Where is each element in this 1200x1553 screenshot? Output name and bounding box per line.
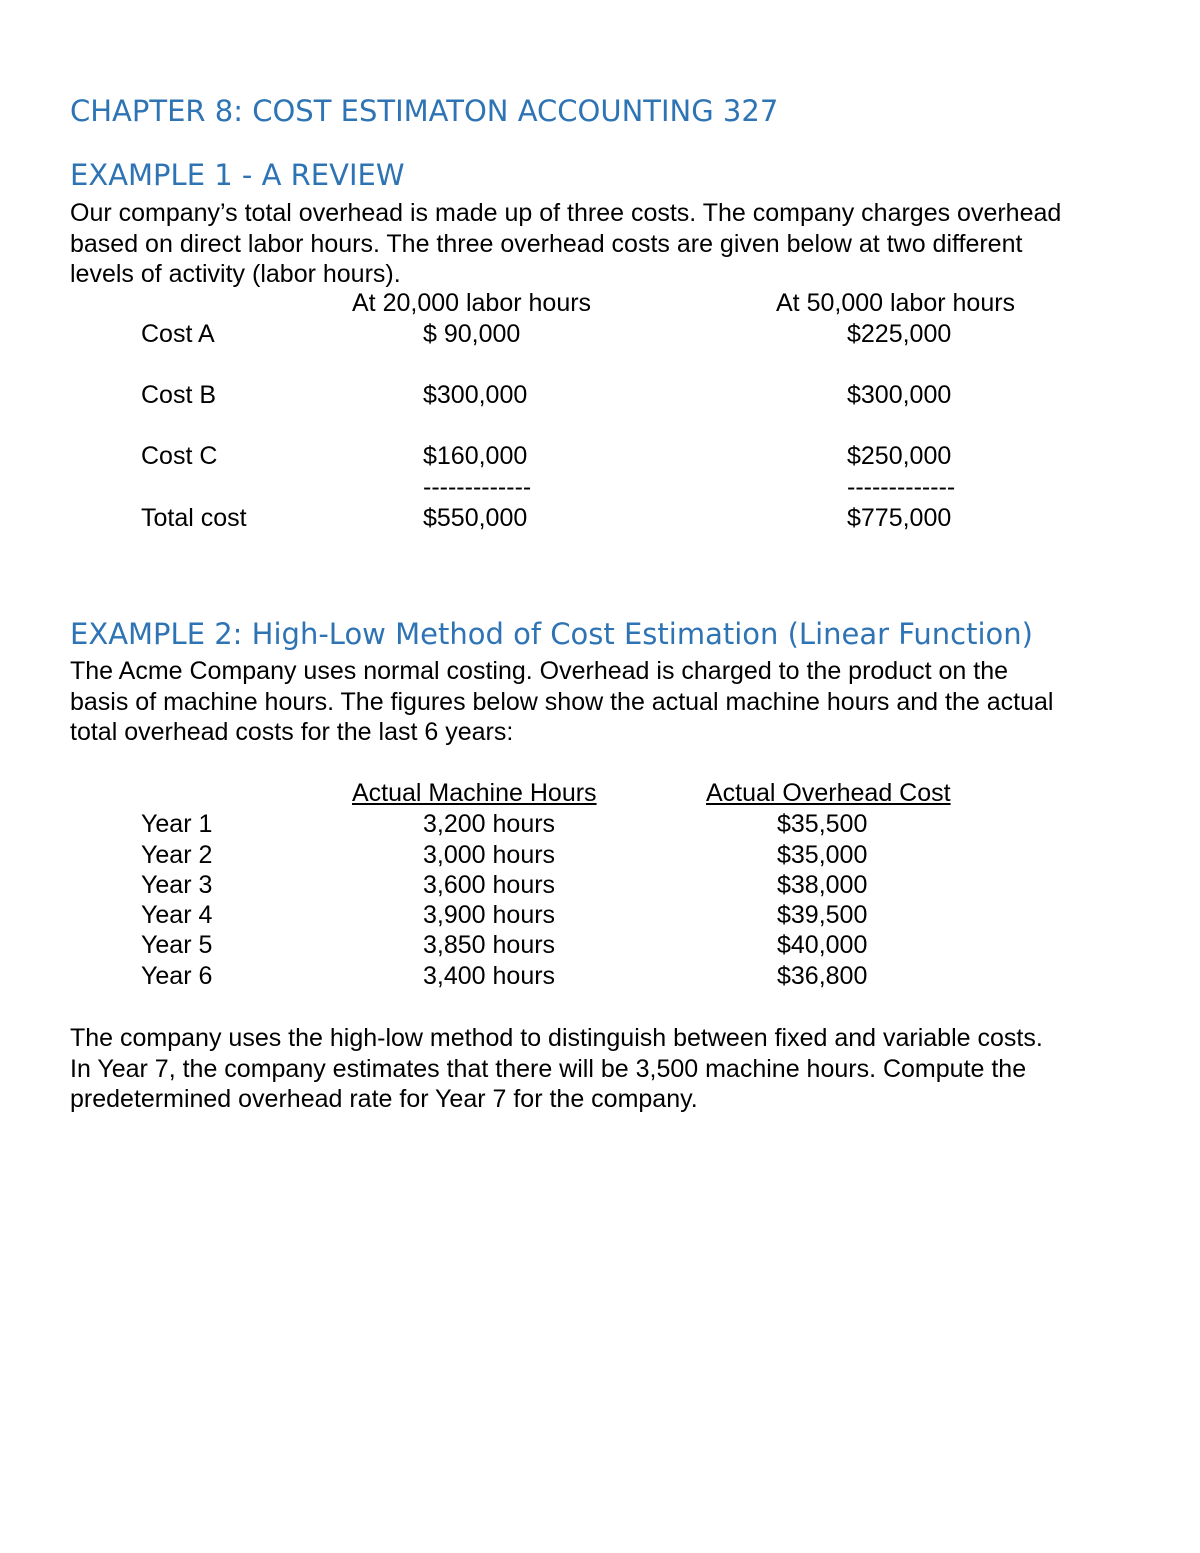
cost-value: $35,500 (777, 810, 868, 838)
cell-value: $300,000 (423, 381, 528, 409)
paragraph-line: Our company’s total overhead is made up of three costs. The company charges overhead (70, 199, 1062, 227)
hours-value: 3,200 hours (423, 810, 556, 838)
paragraph-line: The Acme Company uses normal costing. Overhead is charged to the product on the (70, 657, 1009, 685)
cell-value: $250,000 (847, 442, 952, 470)
hours-value: 3,400 hours (423, 962, 556, 990)
year-label: Year 3 (141, 871, 213, 899)
paragraph-line: basis of machine hours. The figures below show the actual machine hours and the actual (70, 687, 1054, 716)
row-label: Cost B (141, 381, 217, 409)
total-value: $550,000 (423, 504, 528, 532)
paragraph-line: based on direct labor hours. The three overhead costs are given below at two different (70, 229, 1023, 258)
example2-heading: EXAMPLE 2: High-Low Method of Cost Estimation (Linear Function) (70, 617, 1033, 651)
hours-value: 3,900 hours (423, 901, 556, 929)
year-label: Year 6 (141, 962, 213, 990)
col-header-overhead-cost: Actual Overhead Cost (706, 779, 951, 807)
hours-value: 3,850 hours (423, 931, 556, 959)
cost-value: $38,000 (777, 871, 868, 899)
cost-value: $39,500 (777, 901, 868, 929)
total-value: $775,000 (847, 504, 952, 532)
cell-value: $160,000 (423, 442, 528, 470)
example1-heading: EXAMPLE 1 - A REVIEW (70, 158, 405, 192)
col-header-machine-hours: Actual Machine Hours (352, 779, 597, 807)
sum-rule: ------------- (423, 473, 532, 501)
cell-value: $225,000 (847, 320, 952, 348)
paragraph-line: predetermined overhead rate for Year 7 for the company. (70, 1085, 698, 1113)
year-label: Year 2 (141, 841, 213, 869)
cost-value: $36,800 (777, 962, 868, 990)
total-label: Total cost (141, 504, 247, 532)
row-label: Cost A (141, 320, 215, 348)
cost-value: $40,000 (777, 931, 868, 959)
year-label: Year 4 (141, 901, 213, 929)
page-title: CHAPTER 8: COST ESTIMATON ACCOUNTING 327 (70, 94, 779, 128)
paragraph-line: levels of activity (labor hours). (70, 260, 401, 288)
hours-value: 3,600 hours (423, 871, 556, 899)
year-label: Year 1 (141, 810, 213, 838)
sum-rule: ------------- (847, 473, 956, 501)
hours-value: 3,000 hours (423, 841, 556, 869)
paragraph-line: total overhead costs for the last 6 years: (70, 718, 514, 746)
example2-question (70, 1023, 1150, 1115)
year-label: Year 5 (141, 931, 213, 959)
paragraph-line: In Year 7, the company estimates that there will be 3,500 machine hours. Compute the (70, 1054, 1027, 1083)
row-label: Cost C (141, 442, 218, 470)
col-header-50000: At 50,000 labor hours (776, 289, 1016, 317)
paragraph-line: The company uses the high-low method to distinguish between fixed and variable costs. (70, 1024, 1043, 1052)
example2-paragraph (70, 656, 1150, 748)
cell-value: $300,000 (847, 381, 952, 409)
cell-value: $ 90,000 (423, 320, 521, 348)
cost-value: $35,000 (777, 841, 868, 869)
example1-paragraph (70, 198, 1150, 290)
col-header-20000: At 20,000 labor hours (352, 289, 592, 317)
